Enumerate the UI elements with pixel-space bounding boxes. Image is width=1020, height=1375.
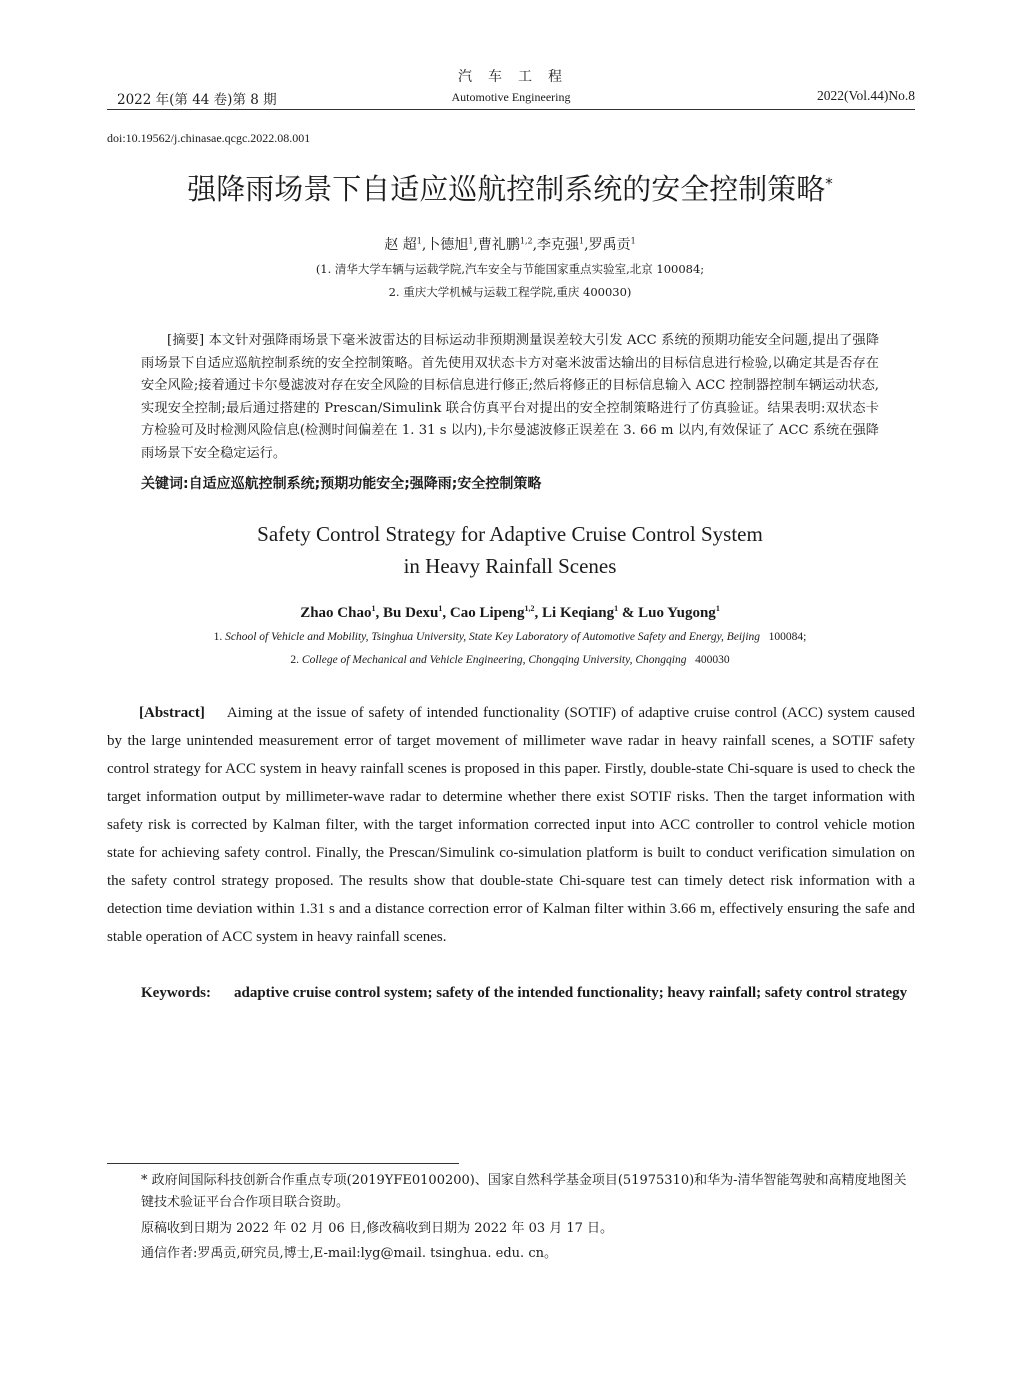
aff-text: School of Vehicle and Mobility, Tsinghua University, State Key Laboratory of Automotive Safety and Energy, Beijing (225, 631, 761, 643)
author-aff: 1 (468, 236, 474, 246)
issue-en: 2022(Vol.44)No.8 (816, 88, 915, 103)
cn-abstract (141, 330, 879, 466)
cn-keywords-text: 自适应巡航控制系统;预期功能安全;强降雨;安全控制策略 (188, 476, 542, 492)
en-abstract-text: Aiming at the issue of safety of intended functionality (SOTIF) of adaptive cruise control (ACC) system caused by the large unintended measurement error of target movement of millimeter wave radar in heavy rainfall scenes, a SOTIF safety control strategy for ACC system in heavy rainfall scenes is proposed in this paper. Firstly, double-state Chi-square is used to check the target information output by millimeter-wave radar to determine whether there exist SOTIF risks. Then the target information with safety risk is corrected by Kalman filter, with the target information corrected input into ACC controller to control vehicle motion state for achieving safety control. Finally, the Prescan/Simulink co-simulation platform is built to conduct verification simulation on the safety control strategy proposed. The results show that double-state Chi-square test can timely detect risk information with a detection time deviation within 1.31 s and a distance correction error of Kalman filter within 3.66 m, effectively ensuring the safe and stable operation of ACC system in heavy rainfall scenes. (107, 705, 915, 945)
author-name: 罗禹贡 (588, 237, 631, 253)
author-aff: 1 (438, 604, 443, 613)
en-title-line-1: Safety Control Strategy for Adaptive Cruise Control System (257, 522, 763, 546)
en-abstract (107, 699, 915, 951)
author-aff: 1 (715, 604, 720, 613)
en-affiliation-1 (0, 631, 1020, 643)
doi: doi:10.19562/j.chinasae.qcgc.2022.08.001 (107, 131, 311, 145)
aff-number: 1. (213, 631, 223, 643)
en-affiliation-2 (0, 654, 1020, 666)
title-footnote-mark: * (825, 174, 833, 193)
author-aff: 1 (416, 236, 422, 246)
author-aff: 1 (371, 604, 376, 613)
footnote-corresponding: 通信作者:罗禹贡,研究员,博士,E-mail:lyg@mail. tsinghua. edu. cn。 (141, 1246, 557, 1261)
author-name: Bu Dexu (382, 605, 439, 621)
aff-postcode: 400030 (695, 654, 730, 666)
author-name: Zhao Chao (300, 605, 372, 621)
cn-abstract-text: 本文针对强降雨场景下毫米波雷达的目标运动非预期测量误差较大引发 ACC 系统的预期功能安全问题,提出了强降雨场景下自适应巡航控制系统的安全控制策略。首先使用双状态卡方对毫米波雷达输出的目标信息进行检验,以确定其是否存在安全风险;接着通过卡尔曼滤波对存在安全风险的目标信息进行修正;然后将修正的目标信息输入 ACC 控制器控制车辆运动状态,实现安全控制;最后通过搭建的 Prescan/Simulink 联合仿真平台对提出的安全控制策略进行了仿真验证。结果表明:双状态卡方检验可及时检测风险信息(检测时间偏差在 1. 31 s 以内),卡尔曼滤波修正误差在 3. 66 m 以内,有效保证了 ACC 系统在强降雨场景下安全稳定运行。 (141, 333, 880, 461)
author-name: 李克强 (537, 237, 580, 253)
en-keywords-text: adaptive cruise control system; safety of the intended functionality; heavy rainfall; safety control strategy (234, 985, 908, 1001)
aff-number: 2. (290, 654, 300, 666)
cn-title-text: 强降雨场景下自适应巡航控制系统的安全控制策略 (187, 172, 826, 206)
journal-title-en: Automotive Engineering (451, 90, 571, 104)
aff-postcode: 100084; (768, 631, 807, 643)
cn-affiliation-2: 2. 重庆大学机械与运载工程学院,重庆 400030) (388, 285, 632, 299)
author-name: Cao Lipeng (449, 605, 525, 621)
issue-cn: 2022 年(第 44 卷)第 8 期 (117, 92, 277, 108)
running-header (107, 88, 915, 108)
en-abstract-label: [Abstract] (139, 705, 205, 721)
cn-keywords (141, 473, 879, 493)
en-authors: Zhao Chao$^1$, Bu Dexu$^1$, Cao Lipeng$^{1,2}$, Li Keqiang$^1$ & Luo Yugong$^1$ (300, 604, 720, 621)
author-name: 卜德旭 (426, 237, 469, 253)
en-keywords-label: Keywords: (141, 985, 211, 1001)
author-name: Li Keqiang (542, 605, 615, 621)
cn-paper-title (0, 167, 1020, 208)
en-keywords (141, 980, 915, 1006)
journal-title-cn: 汽车工程 (458, 69, 578, 85)
footnote-rule (107, 1163, 459, 1164)
en-title-line-2: in Heavy Rainfall Scenes (403, 554, 617, 578)
author-aff: 1,2 (519, 236, 533, 246)
cn-affiliation-1: (1. 清华大学车辆与运载学院,汽车安全与节能国家重点实验室,北京 100084; (315, 262, 705, 276)
cn-keywords-label: 关键词: (141, 476, 189, 492)
author-aff: 1 (579, 236, 585, 246)
author-name: 曹礼鹏 (477, 237, 520, 253)
author-aff: 1,2 (524, 604, 535, 613)
footnote-funding: * 政府间国际科技创新合作重点专项(2019YFE0100200)、国家自然科学基金项目(51975310)和华为-清华智能驾驶和高精度地图关键技术验证平台合作项目联合资助。 (141, 1173, 907, 1210)
footnote-received: 原稿收到日期为 2022 年 02 月 06 日,修改稿收到日期为 2022 年 03 月 17 日。 (141, 1221, 614, 1236)
header-rule (107, 109, 915, 110)
author-name: 赵 超 (384, 237, 417, 253)
author-aff: 1 (630, 236, 636, 246)
author-name: Luo Yugong (638, 605, 716, 621)
author-aff: 1 (614, 604, 619, 613)
cn-abstract-label: [摘要] (167, 333, 205, 348)
aff-text: College of Mechanical and Vehicle Engineering, Chongqing University, Chongqing (301, 654, 687, 666)
cn-authors: 赵 超$^1$,卜德旭$^1$,曹礼鹏$^{1,2}$,李克强$^1$,罗禹贡$^1$ (384, 236, 636, 253)
